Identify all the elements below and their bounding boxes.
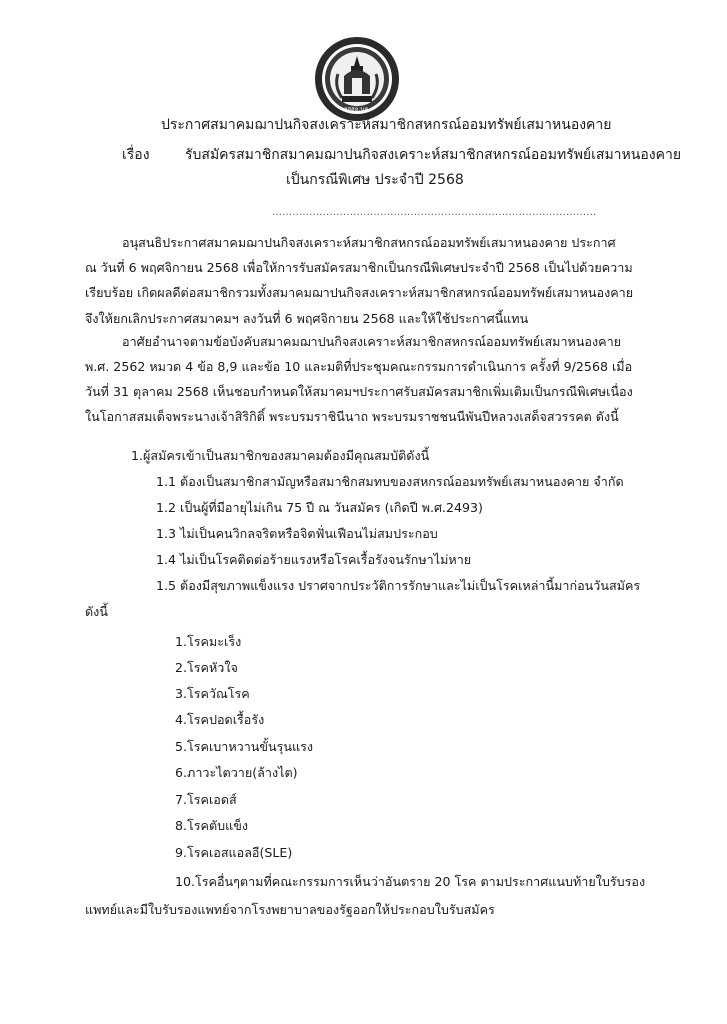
paragraph-line: อนุสนธิประกาศสมาคมฌาปนกิจสงเคราะห์สมาชิกสหกรณ์ออมทรัพย์เสมาหนองคาย ประกาศ xyxy=(122,235,616,250)
separator-line: ................................................................................................ xyxy=(272,207,597,218)
qualification-continuation: ดังนี้ xyxy=(85,604,108,619)
qualification-item: 1.3 ไม่เป็นคนวิกลจริตหรือจิตฟั่นเฟือนไม่สมประกอบ xyxy=(156,526,438,541)
subject-continuation: เป็นกรณีพิเศษ ประจำปี 2568 xyxy=(286,172,464,188)
disease-item: 3.โรควัณโรค xyxy=(175,686,250,701)
disease-item: 7.โรคเอดส์ xyxy=(175,792,237,807)
paragraph-line: ณ วันที่ 6 พฤศจิกายน 2568 เพื่อให้การรับสมัครสมาชิกเป็นกรณีพิเศษประจำปี 2568 เป็นไปด้วยความ xyxy=(85,260,633,275)
paragraph-line: เรียบร้อย เกิดผลดีต่อสมาชิกรวมทั้งสมาคมฌาปนกิจสงเคราะห์สมาชิกสหกรณ์ออมทรัพย์เสมาหนองคาย xyxy=(85,285,634,300)
disease-item: 10.โรคอื่นๆตามที่คณะกรรมการเห็นว่าอันตราย 20 โรค ตามประกาศแนบท้ายใบรับรอง xyxy=(175,874,646,889)
disease-item: 5.โรคเบาหวานขั้นรุนแรง xyxy=(175,739,314,754)
announcement-title: ประกาศสมาคมฌาปนกิจสงเคราะห์สมาชิกสหกรณ์ออมทรัพย์เสมาหนองคาย xyxy=(161,117,612,133)
paragraph-line: ในโอกาสสมเด็จพระนางเจ้าสิริกิติ์ พระบรมราชินีนาถ พระบรมราชชนนีพันปีหลวงเสด็จสวรรคต ดังนี้ xyxy=(85,409,619,424)
disease-item: 8.โรคตับแข็ง xyxy=(175,818,249,833)
disease-item-continuation: แพทย์และมีใบรับรองแพทย์จากโรงพยาบาลของรัฐออกให้ประกอบใบรับสมัคร xyxy=(85,902,495,917)
qualification-item: 1.4 ไม่เป็นโรคติดต่อร้ายแรงหรือโรคเรื้อรังจนรักษาไม่หาย xyxy=(156,552,472,567)
paragraph-line: อาศัยอำนาจตามข้อบังคับสมาคมฌาปนกิจสงเคราะห์สมาชิกสหกรณ์ออมทรัพย์เสมาหนองคาย xyxy=(122,334,622,349)
disease-item: 6.ภาวะไตวาย(ล้างไต) xyxy=(175,765,298,780)
subject-label: เรื่อง xyxy=(122,147,150,163)
seal-text: สสสอ.นค. xyxy=(343,106,371,113)
paragraph-line: วันที่ 31 ตุลาคม 2568 เห็นชอบกำหนดให้สมาคมฯประกาศรับสมัครสมาชิกเพิ่มเติมเป็นกรณีพิเศษเนื่อง xyxy=(85,384,633,399)
disease-item: 2.โรคหัวใจ xyxy=(175,660,238,675)
qualification-item: 1.5 ต้องมีสุขภาพแข็งแรง ปราศจากประวัติการรักษาและไม่เป็นโรคเหล่านี้มาก่อนวันสมัคร xyxy=(156,578,641,593)
qualification-item: 1.2 เป็นผู้ที่มีอายุไม่เกิน 75 ปี ณ วันสมัคร (เกิดปี พ.ศ.2493) xyxy=(156,500,483,515)
disease-item: 4.โรคปอดเรื้อรัง xyxy=(175,712,265,727)
disease-item: 1.โรคมะเร็ง xyxy=(175,634,242,649)
subject-text: รับสมัครสมาชิกสมาคมฌาปนกิจสงเคราะห์สมาชิกสหกรณ์ออมทรัพย์เสมาหนองคาย xyxy=(185,147,682,163)
qualification-heading: 1.ผู้สมัครเข้าเป็นสมาชิกของสมาคมต้องมีคุณสมบัติดังนี้ xyxy=(131,448,430,463)
disease-item: 9.โรคเอสแอลอี(SLE) xyxy=(175,845,293,860)
paragraph-line: พ.ศ. 2562 หมวด 4 ข้อ 8,9 และข้อ 10 และมติที่ประชุมคณะกรรมการดำเนินการ ครั้งที่ 9/2568 เมื่อ xyxy=(85,359,633,374)
association-seal-logo xyxy=(314,36,400,122)
qualification-item: 1.1 ต้องเป็นสมาชิกสามัญหรือสมาชิกสมทบของสหกรณ์ออมทรัพย์เสมาหนองคาย จำกัด xyxy=(156,474,624,489)
paragraph-line: จึงให้ยกเลิกประกาศสมาคมฯ ลงวันที่ 6 พฤศจิกายน 2568 และให้ใช้ประกาศนี้แทน xyxy=(85,311,529,326)
